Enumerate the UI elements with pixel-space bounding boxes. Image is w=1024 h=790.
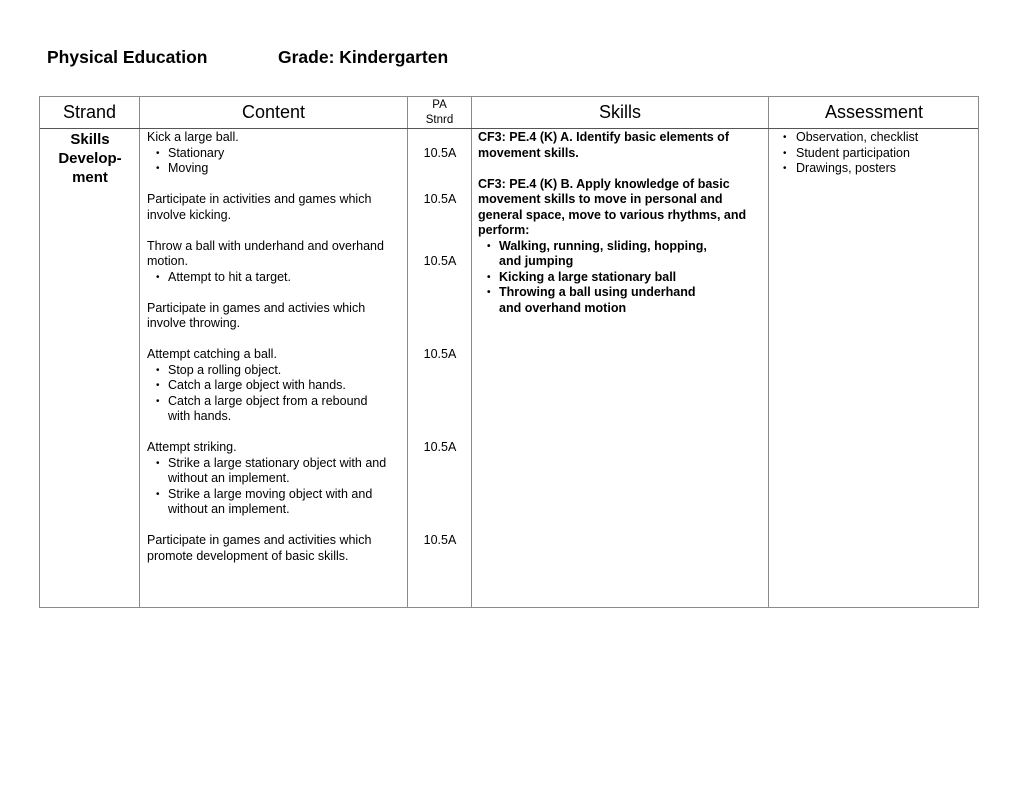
header-pa-standard bbox=[408, 98, 471, 128]
skills-bullet: • Walking, running, sliding, hopping, and jumping bbox=[478, 239, 729, 270]
content-item bbox=[147, 239, 409, 286]
content-text: promote development of basic skills. bbox=[147, 548, 349, 563]
pa-standard-value: 10.5A bbox=[423, 440, 457, 454]
grade-title: Grade: Kindergarten bbox=[278, 47, 449, 67]
content-item bbox=[147, 347, 409, 425]
strand-cell bbox=[40, 130, 140, 187]
subject-title: Physical Education bbox=[47, 47, 208, 67]
content-text: Kick a large ball. bbox=[147, 130, 239, 144]
content-text: motion. bbox=[147, 254, 188, 268]
content-item bbox=[147, 301, 409, 332]
skills-text: general space, move to various rhythms, and bbox=[478, 207, 747, 222]
content-bullet: • Catch a large object from a rebound with hands. bbox=[147, 394, 383, 425]
skills-text: movement skills to move in personal and bbox=[478, 192, 723, 206]
content-text: Throw a ball with underhand and overhand bbox=[147, 238, 384, 253]
strand-line: Develop- bbox=[58, 150, 122, 167]
pa-standard-value: 10.5A bbox=[423, 347, 457, 361]
content-text: Participate in games and activies which bbox=[147, 300, 366, 315]
skills-item bbox=[478, 177, 770, 317]
skills-bullet: • Throwing a ball using underhand and overhand motion bbox=[478, 285, 714, 316]
content-cell bbox=[147, 130, 409, 580]
content-item bbox=[147, 440, 409, 518]
content-text: Attempt striking. bbox=[147, 440, 237, 454]
content-bullet: • Strike a large moving object with and without an implement. bbox=[147, 487, 393, 518]
assessment-bullet: • Drawings, posters bbox=[781, 161, 976, 177]
content-bullet: • Stop a rolling object. bbox=[147, 363, 409, 379]
column-divider bbox=[471, 97, 472, 607]
header-skills: Skills bbox=[598, 102, 641, 122]
header-pa-line1: PA bbox=[432, 99, 447, 111]
header-divider bbox=[40, 128, 978, 129]
header-strand: Strand bbox=[62, 102, 117, 122]
content-text: Participate in games and activities which bbox=[147, 533, 372, 547]
skills-text: CF3: PE.4 (K) A. Identify basic elements of bbox=[478, 130, 729, 144]
pa-standard-value: 10.5A bbox=[423, 145, 457, 160]
header-content: Content bbox=[241, 102, 306, 122]
content-text: Attempt catching a ball. bbox=[147, 347, 277, 361]
curriculum-table bbox=[39, 96, 979, 608]
pa-standard-value: 10.5A bbox=[423, 254, 457, 268]
content-bullet: • Attempt to hit a target. bbox=[147, 270, 409, 286]
content-bullet: • Moving bbox=[147, 161, 409, 177]
document-header bbox=[47, 47, 449, 68]
pa-standard-value: 10.5A bbox=[423, 192, 457, 206]
pa-standard-value: 10.5A bbox=[423, 533, 457, 547]
content-bullet: • Stationary bbox=[147, 146, 409, 162]
strand-line: ment bbox=[72, 169, 108, 186]
skills-cell bbox=[478, 130, 770, 332]
assessment-cell bbox=[781, 130, 976, 177]
strand-line: Skills bbox=[70, 131, 110, 148]
skills-text: movement skills. bbox=[478, 145, 579, 160]
content-item bbox=[147, 192, 409, 223]
content-text: Participate in activities and games which bbox=[147, 192, 372, 206]
content-bullet: • Strike a large stationary object with and without an implement. bbox=[147, 456, 408, 487]
assessment-bullet: • Observation, checklist bbox=[781, 130, 976, 146]
skills-text: perform: bbox=[478, 223, 530, 237]
content-item bbox=[147, 130, 409, 177]
header-pa-line2: Stnrd bbox=[425, 114, 454, 126]
skills-text: CF3: PE.4 (K) B. Apply knowledge of basic bbox=[478, 176, 730, 191]
content-bullet: • Catch a large object with hands. bbox=[147, 378, 409, 394]
content-text: involve kicking. bbox=[147, 207, 232, 222]
skills-item bbox=[478, 130, 770, 161]
content-text: involve throwing. bbox=[147, 316, 241, 330]
assessment-bullet: • Student participation bbox=[781, 146, 976, 162]
header-assessment: Assessment bbox=[824, 102, 924, 122]
content-item bbox=[147, 533, 409, 564]
skills-bullet: • Kicking a large stationary ball bbox=[478, 270, 770, 286]
